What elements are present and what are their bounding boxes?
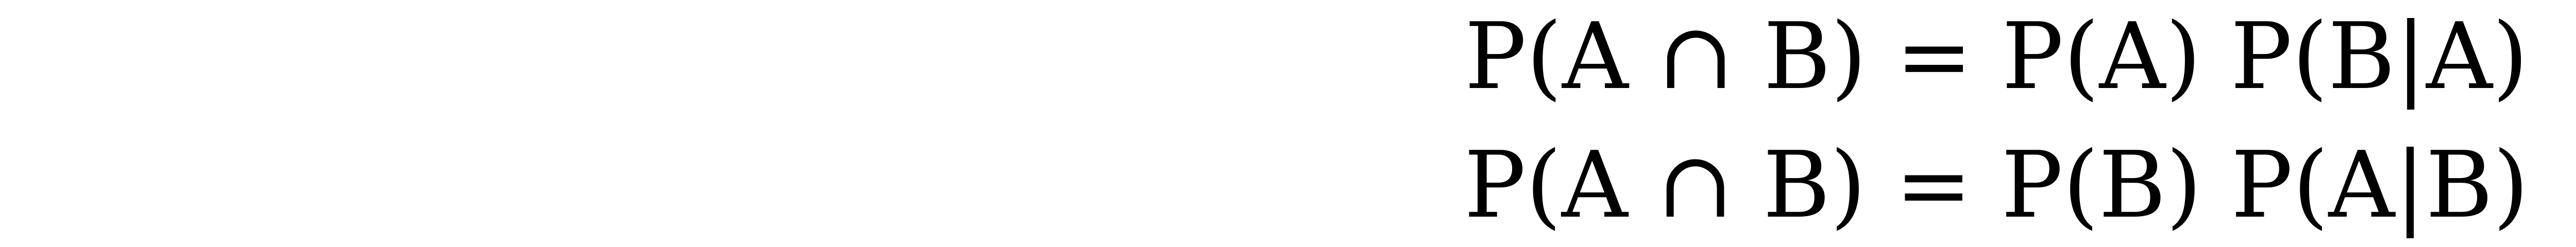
- equation-line-2: P(A ∩ B) = P(B) P(A|B): [1464, 132, 2529, 238]
- equation-line-1: P(A ∩ B) = P(A) P(B|A): [1464, 3, 2529, 110]
